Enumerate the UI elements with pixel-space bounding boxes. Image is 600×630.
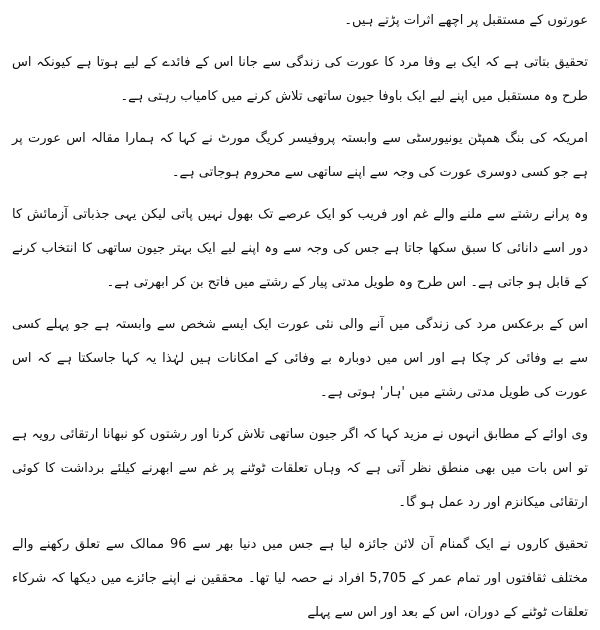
paragraph-intro: عورتوں کے مستقبل پر اچھے اثرات پڑتے ہیں۔ [344,13,588,28]
paragraph-new-woman: اس کے برعکس مرد کی زندگی میں آنے والی نئی عورت ایک ایسے شخص سے وابستہ ہے جو پہلے کسی سے بے وفائی کر چکا ہے اور اس میں دوبارہ بے وفائی کے امکانات ہیں لہٰذا یہ کہا جاسکتا ہے کہ اس عورت کی طویل مدتی رشتے میں 'ہار' ہوتی ہے۔ [12,317,588,400]
paragraph-evolutionary-behavior: وی اوائے کے مطابق انہوں نے مزید کہا کہ اگر جیون ساتھی تلاش کرنا اور رشتوں کو نبھانا ارتقائی رویہ ہے تو اس بات میں بھی منطق نظر آتی ہے کہ وہاں تعلقات ٹوٹنے پر غم سے ابھرنے کیلئے برداشت کا کوئی ارتقائی میکانزم اور رد عمل ہو گا۔ [12,427,588,510]
paragraph-professor-quote: امریکہ کی بنگ ھمپٹن یونیورسٹی سے وابستہ پروفیسر کریگ مورٹ نے کہا کہ ہمارا مقالہ اس عورت پر ہے جو کسی دوسری عورت کی وجہ سے اپنے ساتھی سے محروم ہوجاتی ہے۔ [12,131,588,180]
paragraph-research-finding: تحقیق بتاتی ہے کہ ایک بے وفا مرد کا عورت کی زندگی سے جانا اس کے فائدے کے لیے ہوتا ہے کیونکہ اس طرح وہ مستقبل میں اپنے لیے ایک باوفا جیون ساتھی تلاش کرنے میں کامیاب رہتی ہے۔ [12,55,588,104]
paragraph-survey: تحقیق کاروں نے ایک گمنام آن لائن جائزہ لیا ہے جس میں دنیا بھر سے 96 ممالک سے تعلق رکھنے والے مختلف ثقافتوں اور تمام عمر کے 5,705 افراد نے حصہ لیا تھا۔ محققین نے اپنے جائزے میں دیکھا کہ شرکاء تعلقات ٹوٹنے کے دوران، اس کے بعد اور اس سے پہلے [12,537,589,620]
paragraph-emotional-trial: وہ پرانے رشتے سے ملنے والے غم اور فریب کو ایک عرصے تک بھول نہیں پاتی لیکن یہی جذباتی آزمائش کا دور اسے دانائی کا سبق سکھا جاتا ہے جس کی وجہ سے وہ اپنے لیے ایک بہتر جیون ساتھی کا انتخاب کرنے کے قابل ہو جاتی ہے۔ اس طرح وہ طویل مدتی پیار کے رشتے میں فاتح بن کر ابھرتی ہے۔ [12,207,588,290]
